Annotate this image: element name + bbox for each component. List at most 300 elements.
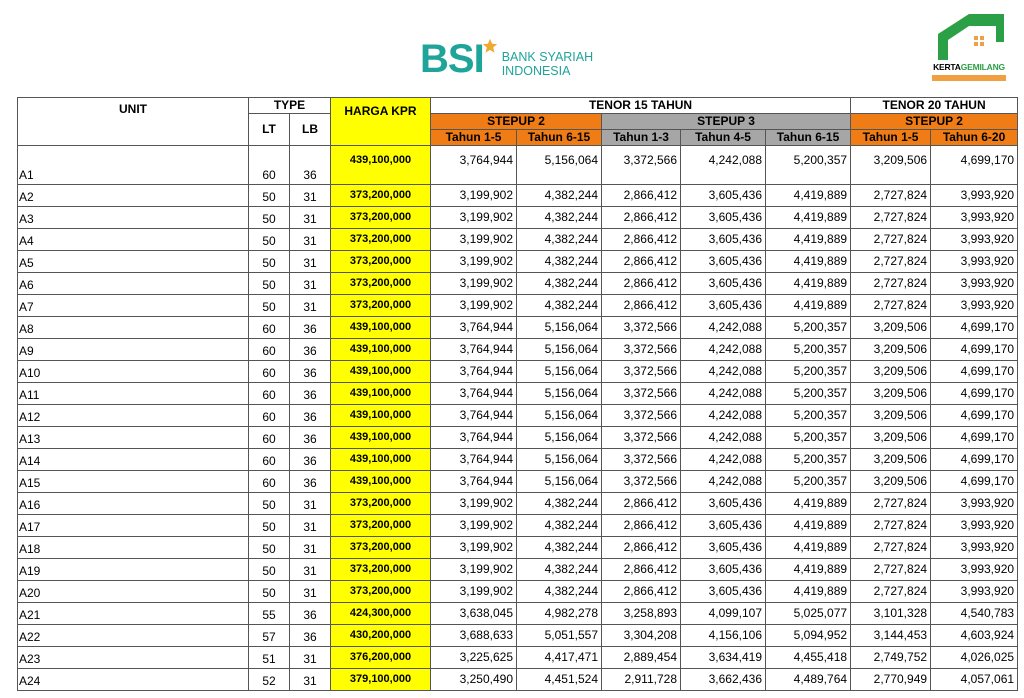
cell-harga-kpr: 373,200,000: [331, 251, 431, 273]
cell-t15-s2-y1-5: 3,764,944: [431, 146, 517, 185]
cell-harga-kpr: 373,200,000: [331, 515, 431, 537]
cell-t20-s2-y1-5: 2,727,824: [851, 493, 931, 515]
table-row: [18, 581, 1018, 603]
cell-t20-s2-y6-20: 3,993,920: [931, 185, 1018, 207]
cell-t20-s2-y1-5: 2,727,824: [851, 515, 931, 537]
header-harga-kpr: HARGA KPR: [331, 98, 431, 146]
cell-t15-s3-y6-15: 4,419,889: [766, 581, 851, 603]
cell-harga-kpr: 373,200,000: [331, 185, 431, 207]
cell-t20-s2-y6-20: 3,993,920: [931, 581, 1018, 603]
cell-harga-kpr: 373,200,000: [331, 537, 431, 559]
table-row: [18, 251, 1018, 273]
cell-t15-s3-y1-3: 3,372,566: [602, 449, 681, 471]
table-row: [18, 295, 1018, 317]
cell-t15-s2-y1-5: 3,199,902: [431, 581, 517, 603]
cell-lt: 50: [249, 207, 290, 229]
cell-t15-s3-y4-5: 4,242,088: [681, 449, 766, 471]
header-stepup2-tenor15: STEPUP 2: [431, 114, 602, 130]
cell-t15-s3-y1-3: 2,866,412: [602, 273, 681, 295]
cell-t20-s2-y1-5: 3,101,328: [851, 603, 931, 625]
cell-t15-s2-y6-15: 4,417,471: [517, 647, 602, 669]
table-row: [18, 339, 1018, 361]
table-row: [18, 449, 1018, 471]
cell-harga-kpr: 439,100,000: [331, 405, 431, 427]
cell-harga-kpr: 373,200,000: [331, 581, 431, 603]
cell-t15-s2-y1-5: 3,199,902: [431, 537, 517, 559]
cell-t15-s2-y6-15: 4,982,278: [517, 603, 602, 625]
cell-unit: A19: [18, 559, 249, 581]
cell-t15-s2-y1-5: 3,764,944: [431, 383, 517, 405]
cell-lb: 31: [290, 559, 331, 581]
cell-t15-s3-y4-5: 3,605,436: [681, 273, 766, 295]
table-row: [18, 383, 1018, 405]
cell-t15-s2-y6-15: 4,382,244: [517, 559, 602, 581]
cell-t20-s2-y6-20: 4,699,170: [931, 471, 1018, 493]
cell-harga-kpr: 439,100,000: [331, 449, 431, 471]
cell-t20-s2-y6-20: 3,993,920: [931, 295, 1018, 317]
cell-t15-s2-y1-5: 3,764,944: [431, 471, 517, 493]
cell-harga-kpr: 439,100,000: [331, 339, 431, 361]
cell-lb: 31: [290, 537, 331, 559]
cell-lt: 50: [249, 185, 290, 207]
cell-unit: A3: [18, 207, 249, 229]
cell-t15-s3-y1-3: 2,866,412: [602, 493, 681, 515]
bsi-logo-mark: BSI: [420, 37, 484, 81]
cell-t20-s2-y6-20: 4,699,170: [931, 383, 1018, 405]
cell-t20-s2-y6-20: 4,699,170: [931, 317, 1018, 339]
table-row: [18, 273, 1018, 295]
cell-t15-s2-y6-15: 4,382,244: [517, 537, 602, 559]
cell-t15-s3-y6-15: 4,419,889: [766, 537, 851, 559]
cell-t20-s2-y1-5: 3,209,506: [851, 471, 931, 493]
cell-t15-s3-y6-15: 5,025,077: [766, 603, 851, 625]
table-row: [18, 185, 1018, 207]
cell-t15-s3-y1-3: 3,304,208: [602, 625, 681, 647]
header-period: Tahun 4-5: [681, 130, 766, 146]
cell-t20-s2-y6-20: 4,026,025: [931, 647, 1018, 669]
cell-unit: A20: [18, 581, 249, 603]
cell-t20-s2-y6-20: 4,540,783: [931, 603, 1018, 625]
cell-harga-kpr: 373,200,000: [331, 493, 431, 515]
table-row: [18, 625, 1018, 647]
cell-t15-s3-y1-3: 2,866,412: [602, 185, 681, 207]
cell-t15-s2-y1-5: 3,199,902: [431, 273, 517, 295]
cell-lb: 36: [290, 405, 331, 427]
table-row: [18, 427, 1018, 449]
cell-lb: 31: [290, 229, 331, 251]
cell-t15-s3-y4-5: 4,242,088: [681, 427, 766, 449]
cell-t15-s2-y1-5: 3,199,902: [431, 295, 517, 317]
bsi-logo-line2: INDONESIA: [501, 64, 571, 78]
cell-t15-s3-y1-3: 3,372,566: [602, 427, 681, 449]
cell-lt: 60: [249, 383, 290, 405]
cell-t20-s2-y1-5: 3,209,506: [851, 405, 931, 427]
cell-t15-s3-y6-15: 4,419,889: [766, 559, 851, 581]
cell-lt: 60: [249, 427, 290, 449]
cell-t15-s3-y4-5: 4,099,107: [681, 603, 766, 625]
cell-t15-s2-y1-5: 3,638,045: [431, 603, 517, 625]
cell-t15-s2-y6-15: 5,156,064: [517, 383, 602, 405]
cell-t15-s3-y1-3: 3,372,566: [602, 383, 681, 405]
cell-lt: 50: [249, 581, 290, 603]
cell-t15-s2-y6-15: 5,156,064: [517, 449, 602, 471]
cell-t15-s3-y4-5: 4,242,088: [681, 361, 766, 383]
cell-unit: A21: [18, 603, 249, 625]
cell-t15-s3-y6-15: 4,489,764: [766, 669, 851, 691]
cell-lt: 60: [249, 449, 290, 471]
cell-t15-s3-y4-5: 4,242,088: [681, 383, 766, 405]
kertagemilang-bar: [932, 75, 1006, 81]
table-body: [18, 146, 1018, 691]
star-icon: [482, 38, 498, 54]
cell-lt: 50: [249, 559, 290, 581]
cell-unit: A15: [18, 471, 249, 493]
cell-t15-s3-y1-3: 3,372,566: [602, 361, 681, 383]
cell-lb: 36: [290, 603, 331, 625]
cell-unit: A11: [18, 383, 249, 405]
cell-t20-s2-y1-5: 2,727,824: [851, 229, 931, 251]
table-row: [18, 493, 1018, 515]
cell-harga-kpr: 430,200,000: [331, 625, 431, 647]
table-row: [18, 207, 1018, 229]
cell-t15-s3-y4-5: 4,242,088: [681, 339, 766, 361]
cell-lb: 36: [290, 427, 331, 449]
cell-t15-s3-y4-5: 3,605,436: [681, 229, 766, 251]
cell-harga-kpr: 439,100,000: [331, 361, 431, 383]
cell-t15-s3-y1-3: 3,372,566: [602, 339, 681, 361]
cell-unit: A23: [18, 647, 249, 669]
cell-t15-s3-y6-15: 4,419,889: [766, 493, 851, 515]
cell-t15-s3-y1-3: 2,866,412: [602, 251, 681, 273]
cell-harga-kpr: 373,200,000: [331, 207, 431, 229]
cell-t15-s3-y4-5: 3,605,436: [681, 251, 766, 273]
cell-unit: A14: [18, 449, 249, 471]
cell-t20-s2-y1-5: 3,209,506: [851, 361, 931, 383]
cell-t20-s2-y6-20: 3,993,920: [931, 537, 1018, 559]
header-type: TYPE: [249, 98, 331, 114]
cell-lt: 60: [249, 317, 290, 339]
cell-t20-s2-y6-20: 4,699,170: [931, 339, 1018, 361]
table-row: [18, 146, 1018, 185]
cell-t15-s3-y4-5: 4,242,088: [681, 146, 766, 185]
cell-t15-s3-y4-5: 4,242,088: [681, 405, 766, 427]
cell-t20-s2-y1-5: 2,727,824: [851, 559, 931, 581]
cell-lb: 31: [290, 207, 331, 229]
cell-t15-s2-y6-15: 4,382,244: [517, 229, 602, 251]
cell-t15-s3-y1-3: 2,866,412: [602, 295, 681, 317]
cell-t15-s2-y6-15: 5,051,557: [517, 625, 602, 647]
kertagemilang-logo: [928, 12, 1010, 81]
table-row: [18, 647, 1018, 669]
table-row: [18, 669, 1018, 691]
cell-t15-s3-y4-5: 4,156,106: [681, 625, 766, 647]
cell-lt: 60: [249, 361, 290, 383]
kertagemilang-name: [928, 62, 1010, 73]
cell-t15-s2-y6-15: 4,382,244: [517, 581, 602, 603]
cell-t20-s2-y1-5: 3,209,506: [851, 317, 931, 339]
cell-lb: 36: [290, 383, 331, 405]
table-row: [18, 405, 1018, 427]
bsi-logo-text: [502, 50, 593, 78]
cell-t20-s2-y6-20: 4,699,170: [931, 427, 1018, 449]
cell-unit: A7: [18, 295, 249, 317]
cell-unit: A9: [18, 339, 249, 361]
cell-lt: 50: [249, 515, 290, 537]
cell-t15-s2-y6-15: 4,382,244: [517, 207, 602, 229]
table-row: [18, 361, 1018, 383]
cell-lb: 36: [290, 146, 331, 185]
cell-lt: 50: [249, 273, 290, 295]
bsi-logo-line1: BANK SYARIAH: [501, 50, 594, 64]
cell-t20-s2-y1-5: 3,209,506: [851, 449, 931, 471]
cell-lb: 31: [290, 515, 331, 537]
header-period: Tahun 1-5: [431, 130, 517, 146]
kertagemilang-name-part1: KERTA: [933, 62, 961, 72]
cell-harga-kpr: 373,200,000: [331, 559, 431, 581]
header-period: Tahun 1-3: [602, 130, 681, 146]
cell-t15-s3-y1-3: 2,866,412: [602, 559, 681, 581]
header-lb: LB: [290, 114, 331, 146]
cell-lb: 36: [290, 625, 331, 647]
kpr-installment-table: [17, 97, 1018, 691]
cell-t20-s2-y1-5: 2,727,824: [851, 185, 931, 207]
cell-t15-s2-y6-15: 4,382,244: [517, 185, 602, 207]
cell-lt: 50: [249, 251, 290, 273]
cell-lb: 31: [290, 273, 331, 295]
cell-t15-s3-y1-3: 2,866,412: [602, 515, 681, 537]
cell-t15-s2-y6-15: 5,156,064: [517, 427, 602, 449]
cell-t20-s2-y1-5: 3,144,453: [851, 625, 931, 647]
cell-unit: A6: [18, 273, 249, 295]
cell-lb: 31: [290, 295, 331, 317]
cell-t15-s3-y6-15: 5,200,357: [766, 471, 851, 493]
cell-t15-s3-y1-3: 3,372,566: [602, 317, 681, 339]
cell-t20-s2-y1-5: 2,727,824: [851, 273, 931, 295]
cell-t15-s3-y1-3: 3,372,566: [602, 146, 681, 185]
header-period: Tahun 6-15: [517, 130, 602, 146]
table-row: [18, 537, 1018, 559]
cell-t20-s2-y6-20: 3,993,920: [931, 493, 1018, 515]
cell-t15-s3-y4-5: 3,605,436: [681, 581, 766, 603]
cell-t20-s2-y1-5: 2,727,824: [851, 295, 931, 317]
cell-harga-kpr: 373,200,000: [331, 229, 431, 251]
cell-t15-s3-y4-5: 3,605,436: [681, 537, 766, 559]
cell-lb: 31: [290, 669, 331, 691]
cell-unit: A16: [18, 493, 249, 515]
cell-lt: 50: [249, 493, 290, 515]
cell-lt: 50: [249, 229, 290, 251]
cell-t15-s2-y1-5: 3,688,633: [431, 625, 517, 647]
header-stepup2-tenor20: STEPUP 2: [851, 114, 1018, 130]
cell-t15-s3-y6-15: 4,419,889: [766, 207, 851, 229]
cell-t15-s2-y1-5: 3,199,902: [431, 207, 517, 229]
cell-lb: 31: [290, 581, 331, 603]
cell-t15-s2-y1-5: 3,199,902: [431, 251, 517, 273]
cell-unit: A10: [18, 361, 249, 383]
cell-unit: A18: [18, 537, 249, 559]
cell-t15-s3-y6-15: 5,200,357: [766, 361, 851, 383]
cell-t15-s3-y6-15: 5,200,357: [766, 383, 851, 405]
cell-t20-s2-y1-5: 3,209,506: [851, 427, 931, 449]
cell-unit: A1: [18, 146, 249, 185]
cell-t15-s3-y6-15: 4,419,889: [766, 295, 851, 317]
cell-t20-s2-y1-5: 3,209,506: [851, 383, 931, 405]
cell-t15-s2-y1-5: 3,225,625: [431, 647, 517, 669]
cell-harga-kpr: 439,100,000: [331, 427, 431, 449]
cell-lt: 60: [249, 405, 290, 427]
cell-t15-s2-y6-15: 4,382,244: [517, 515, 602, 537]
cell-t20-s2-y6-20: 4,699,170: [931, 146, 1018, 185]
cell-t20-s2-y1-5: 2,727,824: [851, 207, 931, 229]
bsi-logo: [420, 37, 594, 81]
cell-t15-s3-y4-5: 3,605,436: [681, 207, 766, 229]
cell-lt: 60: [249, 146, 290, 185]
table-row: [18, 603, 1018, 625]
cell-t15-s3-y1-3: 2,889,454: [602, 647, 681, 669]
cell-lb: 36: [290, 449, 331, 471]
cell-lb: 31: [290, 647, 331, 669]
cell-t15-s3-y6-15: 5,200,357: [766, 449, 851, 471]
cell-t15-s2-y6-15: 5,156,064: [517, 361, 602, 383]
cell-lb: 31: [290, 185, 331, 207]
cell-unit: A22: [18, 625, 249, 647]
cell-t15-s2-y1-5: 3,764,944: [431, 361, 517, 383]
cell-t20-s2-y6-20: 3,993,920: [931, 273, 1018, 295]
cell-lb: 36: [290, 317, 331, 339]
cell-unit: A24: [18, 669, 249, 691]
header-tenor-15: TENOR 15 TAHUN: [431, 98, 851, 114]
cell-t15-s3-y1-3: 2,866,412: [602, 581, 681, 603]
cell-t15-s2-y1-5: 3,764,944: [431, 449, 517, 471]
cell-t20-s2-y1-5: 2,727,824: [851, 581, 931, 603]
cell-t20-s2-y6-20: 3,993,920: [931, 229, 1018, 251]
cell-t15-s2-y6-15: 5,156,064: [517, 146, 602, 185]
table-row: [18, 317, 1018, 339]
cell-lt: 52: [249, 669, 290, 691]
cell-t15-s3-y4-5: 3,605,436: [681, 515, 766, 537]
cell-t20-s2-y6-20: 4,057,061: [931, 669, 1018, 691]
cell-t15-s2-y1-5: 3,764,944: [431, 427, 517, 449]
cell-lt: 50: [249, 295, 290, 317]
cell-lb: 31: [290, 493, 331, 515]
cell-t15-s3-y6-15: 4,419,889: [766, 229, 851, 251]
cell-t15-s3-y1-3: 3,372,566: [602, 405, 681, 427]
table-row: [18, 471, 1018, 493]
cell-t15-s3-y4-5: 3,605,436: [681, 295, 766, 317]
cell-t15-s3-y1-3: 3,258,893: [602, 603, 681, 625]
cell-t20-s2-y6-20: 4,699,170: [931, 361, 1018, 383]
cell-t20-s2-y6-20: 3,993,920: [931, 559, 1018, 581]
cell-t15-s3-y6-15: 4,419,889: [766, 251, 851, 273]
header-lt: LT: [249, 114, 290, 146]
cell-t15-s3-y4-5: 3,605,436: [681, 185, 766, 207]
cell-t15-s2-y6-15: 5,156,064: [517, 471, 602, 493]
kertagemilang-name-part2: GEMILANG: [960, 62, 1005, 72]
cell-harga-kpr: 439,100,000: [331, 146, 431, 185]
header-period: Tahun 6-15: [766, 130, 851, 146]
cell-unit: A8: [18, 317, 249, 339]
cell-harga-kpr: 424,300,000: [331, 603, 431, 625]
cell-t15-s2-y6-15: 4,382,244: [517, 273, 602, 295]
cell-t15-s3-y6-15: 5,094,952: [766, 625, 851, 647]
cell-lt: 60: [249, 339, 290, 361]
cell-t20-s2-y6-20: 3,993,920: [931, 515, 1018, 537]
cell-lt: 55: [249, 603, 290, 625]
cell-t15-s2-y6-15: 5,156,064: [517, 339, 602, 361]
cell-t15-s3-y1-3: 2,866,412: [602, 537, 681, 559]
cell-unit: A5: [18, 251, 249, 273]
cell-t20-s2-y6-20: 4,699,170: [931, 405, 1018, 427]
cell-t15-s2-y1-5: 3,199,902: [431, 185, 517, 207]
table-row: [18, 559, 1018, 581]
cell-t15-s2-y1-5: 3,764,944: [431, 339, 517, 361]
cell-lt: 60: [249, 471, 290, 493]
cell-harga-kpr: 376,200,000: [331, 647, 431, 669]
cell-t15-s3-y4-5: 4,242,088: [681, 471, 766, 493]
cell-t15-s3-y6-15: 5,200,357: [766, 405, 851, 427]
cell-lb: 31: [290, 251, 331, 273]
cell-lb: 36: [290, 361, 331, 383]
cell-t20-s2-y6-20: 3,993,920: [931, 251, 1018, 273]
cell-t15-s3-y6-15: 4,419,889: [766, 185, 851, 207]
cell-t15-s2-y6-15: 4,382,244: [517, 493, 602, 515]
cell-t20-s2-y1-5: 2,749,752: [851, 647, 931, 669]
cell-unit: A4: [18, 229, 249, 251]
cell-t15-s2-y6-15: 5,156,064: [517, 405, 602, 427]
house-icon: [934, 12, 1004, 60]
cell-t15-s2-y1-5: 3,199,902: [431, 559, 517, 581]
header-period: Tahun 6-20: [931, 130, 1018, 146]
cell-unit: A12: [18, 405, 249, 427]
cell-t15-s3-y6-15: 5,200,357: [766, 339, 851, 361]
cell-t15-s3-y6-15: 5,200,357: [766, 427, 851, 449]
cell-t15-s3-y6-15: 5,200,357: [766, 317, 851, 339]
cell-lt: 51: [249, 647, 290, 669]
cell-t15-s3-y4-5: 3,605,436: [681, 493, 766, 515]
header-tenor-20: TENOR 20 TAHUN: [851, 98, 1018, 114]
cell-t15-s2-y1-5: 3,199,902: [431, 493, 517, 515]
cell-t20-s2-y6-20: 4,699,170: [931, 449, 1018, 471]
cell-t15-s3-y1-3: 2,911,728: [602, 669, 681, 691]
cell-t15-s3-y6-15: 4,419,889: [766, 273, 851, 295]
cell-t15-s3-y4-5: 3,605,436: [681, 559, 766, 581]
cell-harga-kpr: 439,100,000: [331, 383, 431, 405]
header-stepup3-tenor15: STEPUP 3: [602, 114, 851, 130]
cell-harga-kpr: 379,100,000: [331, 669, 431, 691]
cell-harga-kpr: 373,200,000: [331, 295, 431, 317]
cell-t15-s3-y4-5: 3,634,419: [681, 647, 766, 669]
cell-t15-s2-y6-15: 4,451,524: [517, 669, 602, 691]
cell-t15-s2-y1-5: 3,250,490: [431, 669, 517, 691]
cell-t15-s2-y6-15: 5,156,064: [517, 317, 602, 339]
cell-t20-s2-y1-5: 2,727,824: [851, 251, 931, 273]
cell-t15-s3-y4-5: 4,242,088: [681, 317, 766, 339]
cell-t20-s2-y1-5: 2,727,824: [851, 537, 931, 559]
cell-t15-s2-y1-5: 3,199,902: [431, 229, 517, 251]
cell-t20-s2-y1-5: 3,209,506: [851, 339, 931, 361]
cell-t20-s2-y6-20: 3,993,920: [931, 207, 1018, 229]
cell-t20-s2-y1-5: 2,770,949: [851, 669, 931, 691]
cell-t15-s2-y1-5: 3,764,944: [431, 317, 517, 339]
cell-t15-s2-y6-15: 4,382,244: [517, 251, 602, 273]
cell-t15-s3-y1-3: 3,372,566: [602, 471, 681, 493]
cell-lt: 50: [249, 537, 290, 559]
table-row: [18, 515, 1018, 537]
cell-unit: A2: [18, 185, 249, 207]
header-unit: UNIT: [18, 98, 249, 146]
cell-t15-s2-y6-15: 4,382,244: [517, 295, 602, 317]
cell-lb: 36: [290, 339, 331, 361]
